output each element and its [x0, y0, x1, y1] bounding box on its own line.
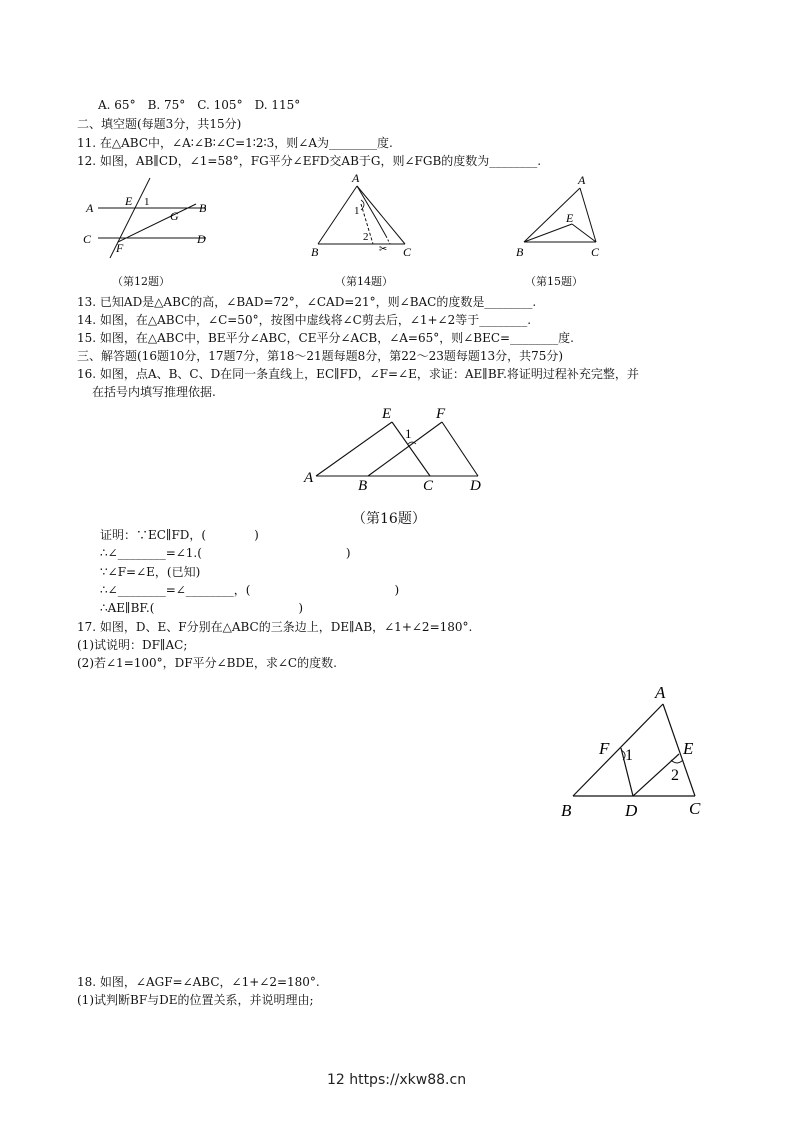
label-e: E: [683, 739, 694, 758]
label-c: C: [403, 245, 412, 259]
label-b: B: [311, 245, 319, 259]
label-a: A: [86, 201, 94, 215]
proof-step-4: ∴∠________=∠________，( ): [100, 583, 400, 597]
label-e: E: [566, 211, 574, 225]
figure-14: [305, 172, 425, 264]
question-18-part-1: (1)试判断BF与DE的位置关系，并说明理由;: [77, 993, 314, 1007]
proof-step-1: 证明：∵EC∥FD，( ): [100, 528, 259, 542]
label-angle-1: 1: [354, 205, 360, 217]
proof-step-5: ∴AE∥BF.( ): [100, 601, 304, 615]
caption-fig16: （第16题）: [352, 511, 426, 527]
question-17-part-1: (1)试说明：DF∥AC;: [77, 638, 188, 652]
proof-step-3: ∵∠F=∠E，(已知): [100, 565, 201, 579]
label-angle-2: 2: [671, 767, 679, 784]
question-12: 12. 如图，AB∥CD，∠1=58°，FG平分∠EFD交AB于G，则∠FGB的度数为________.: [77, 154, 542, 168]
section-solve-heading: 三、解答题(16题10分，17题7分，第18～21题每题8分，第22～23题每题13分，共75分): [77, 349, 564, 363]
page-footer: 12 https://xkw88.cn: [326, 1072, 467, 1088]
label-a: A: [304, 470, 314, 486]
label-c: C: [423, 478, 434, 494]
section-fill-in-heading: 二、填空题(每题3分，共15分): [77, 117, 242, 131]
label-f: F: [116, 241, 124, 255]
label-e: E: [382, 406, 392, 422]
label-c: C: [591, 245, 600, 259]
label-a: A: [655, 683, 666, 702]
label-b: B: [516, 245, 524, 259]
label-g: G: [170, 209, 179, 223]
question-14: 14. 如图，在△ABC中，∠C=50°，按图中虚线将∠C剪去后，∠1+∠2等于________.: [77, 313, 532, 327]
label-e: E: [125, 194, 133, 208]
figure-12: [78, 172, 218, 262]
label-a: A: [352, 172, 360, 185]
label-d: D: [470, 478, 481, 494]
scissors-icon: ✂: [379, 244, 388, 255]
label-f: F: [599, 739, 610, 758]
question-16-cont: 在括号内填写推理依据.: [92, 385, 216, 399]
label-f: F: [436, 406, 446, 422]
label-d: D: [197, 232, 206, 246]
label-b: B: [199, 201, 207, 215]
caption-fig15: （第15题）: [525, 275, 583, 288]
label-c: C: [689, 799, 701, 818]
label-angle-1: 1: [405, 426, 412, 441]
label-a: A: [578, 173, 586, 187]
caption-fig12: （第12题）: [112, 275, 170, 288]
label-b: B: [561, 801, 572, 820]
question-17: 17. 如图，D、E、F分别在△ABC的三条边上，DE∥AB，∠1+∠2=180°.: [77, 620, 473, 634]
label-d: D: [625, 801, 638, 820]
question-15: 15. 如图，在△ABC中，BE平分∠ABC，CE平分∠ACB，∠A=65°，则∠BEC=________度.: [77, 331, 574, 345]
label-angle-2: 2: [363, 231, 369, 243]
label-c: C: [83, 232, 92, 246]
label-b: B: [358, 478, 368, 494]
question-17-part-2: (2)若∠1=100°，DF平分∠BDE，求∠C的度数.: [77, 656, 337, 670]
question-11: 11. 在△ABC中，∠A∶∠B∶∠C=1∶2∶3，则∠A为________度.: [77, 136, 393, 150]
q10-options: A. 65° B. 75° C. 105° D. 115°: [98, 98, 301, 112]
question-18: 18. 如图，∠AGF=∠ABC，∠1+∠2=180°.: [77, 975, 320, 989]
label-angle-1: 1: [144, 196, 150, 208]
question-16: 16. 如图，点A、B、C、D在同一条直线上，EC∥FD，∠F=∠E，求证：AE∥BF.将证明过程补充完整，并: [77, 367, 639, 381]
label-angle-1: 1: [625, 747, 633, 764]
figure-15: [510, 172, 610, 264]
proof-step-2: ∴∠________=∠1.( ): [100, 546, 351, 560]
caption-fig14: （第14题）: [335, 275, 393, 288]
question-13: 13. 已知AD是△ABC的高，∠BAD=72°，∠CAD=21°，则∠BAC的度数是________.: [77, 295, 537, 309]
figure-16: [298, 402, 498, 498]
figure-17: [555, 680, 715, 825]
